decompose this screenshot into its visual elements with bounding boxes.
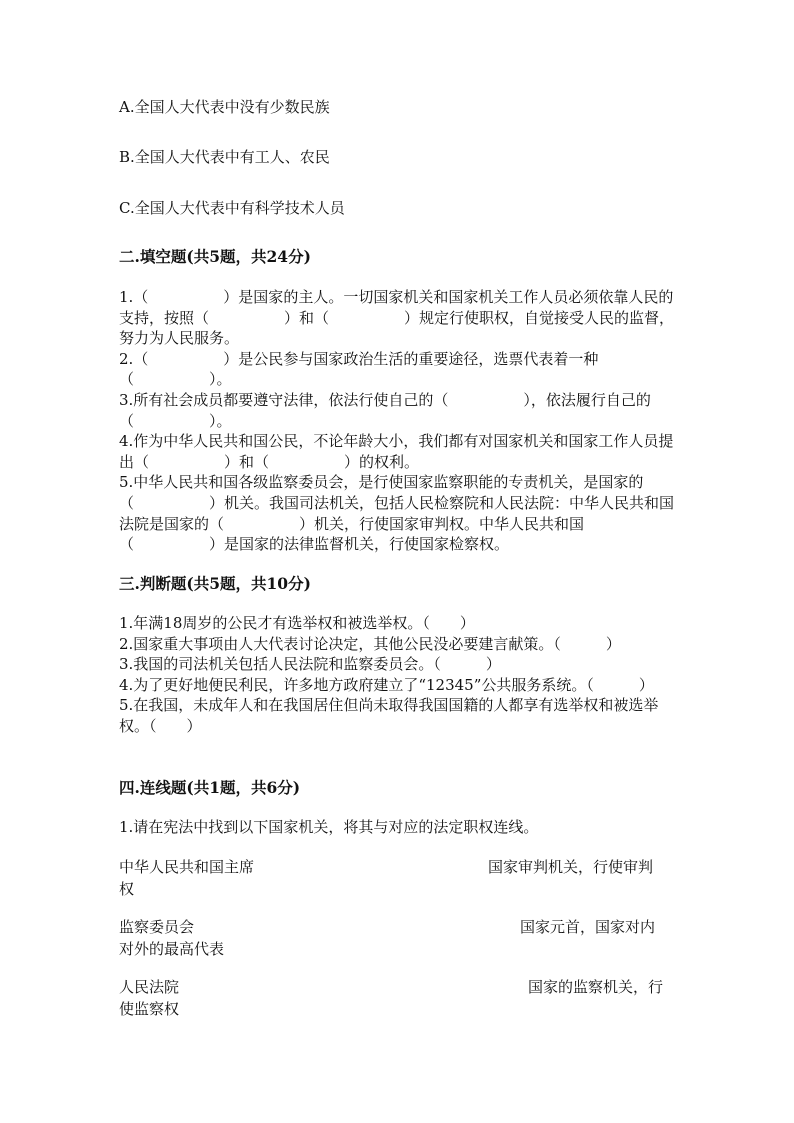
section-heading-fill-in: 二.填空题(共5题，共24分) <box>119 247 311 266</box>
fill-in-item: 1.（ ）是国家的主人。一切国家机关和国家机关工作人员必须依靠人民的支持，按照（ ）和（ ）规定行使职权，自觉接受人民的监督，努力为人民服务。 <box>119 288 675 348</box>
option-a: A.全国人大代表中没有少数民族 <box>119 98 330 116</box>
section-heading-true-false: 三.判断题(共5题，共10分) <box>119 574 311 593</box>
fill-in-item: 4.作为中华人民共和国公民，不论年龄大小，我们都有对国家机关和国家工作人员提出（ ）和（ ）的权利。 <box>119 432 674 471</box>
option-c: C.全国人大代表中有科学技术人员 <box>119 199 345 217</box>
matching-row <box>119 916 675 960</box>
true-false-item: 5.在我国，未成年人和在我国居住但尚未取得我国国籍的人都享有选举权和被选举权。（ ） <box>119 696 659 735</box>
true-false-item: 1.年满18周岁的公民才有选举权和被选举权。（ ） <box>119 614 475 632</box>
matching-right-item: 国家审判机关，行使审判 <box>488 858 654 876</box>
matching-right-item-continued: 使监察权 <box>119 1000 180 1018</box>
true-false-item: 3.我国的司法机关包括人民法院和监察委员会。（ ） <box>119 655 501 674</box>
matching-right-item-continued: 权 <box>119 880 135 898</box>
matching-right-item: 国家元首，国家对内 <box>520 918 656 936</box>
fill-in-item: 2.（ ）是公民参与国家政治生活的重要途径，选票代表着一种（ ）。 <box>119 349 599 389</box>
true-false-item: 4.为了更好地便民利民，许多地方政府建立了“12345”公共服务系统。（ ） <box>119 675 654 694</box>
fill-in-item: 3.所有社会成员都要遵守法律，依法行使自己的（ ），依法履行自己的（ ）。 <box>119 390 651 430</box>
matching-left-item: 中华人民共和国主席 <box>119 858 255 876</box>
matching-row <box>119 976 675 1020</box>
matching-right-item: 国家的监察机关，行 <box>528 978 664 996</box>
matching-left-item: 监察委员会 <box>119 918 195 936</box>
fill-in-item: 5.中华人民共和国各级监察委员会，是行使国家监察职能的专责机关，是国家的（ ）机关。我国司法机关，包括人民检察院和人民法院：中华人民共和国法院是国家的（ ）机关，行使国家审判权。中华人民共和国（ ）是国家的法律监督机关，行使国家检察权。 <box>119 473 675 554</box>
fill-in-questions <box>119 287 675 555</box>
true-false-item: 2.国家重大事项由人大代表讨论决定，其他公民没必要建言献策。（ ） <box>119 634 621 653</box>
matching-row <box>119 856 675 900</box>
section-heading-matching: 四.连线题(共1题，共6分) <box>119 778 301 797</box>
matching-question: 1.请在宪法中找到以下国家机关，将其与对应的法定职权连线。 <box>119 818 539 836</box>
true-false-questions <box>119 613 675 737</box>
matching-left-item: 人民法院 <box>119 978 180 996</box>
option-b: B.全国人大代表中有工人、农民 <box>119 148 330 166</box>
matching-right-item-continued: 对外的最高代表 <box>119 940 225 958</box>
